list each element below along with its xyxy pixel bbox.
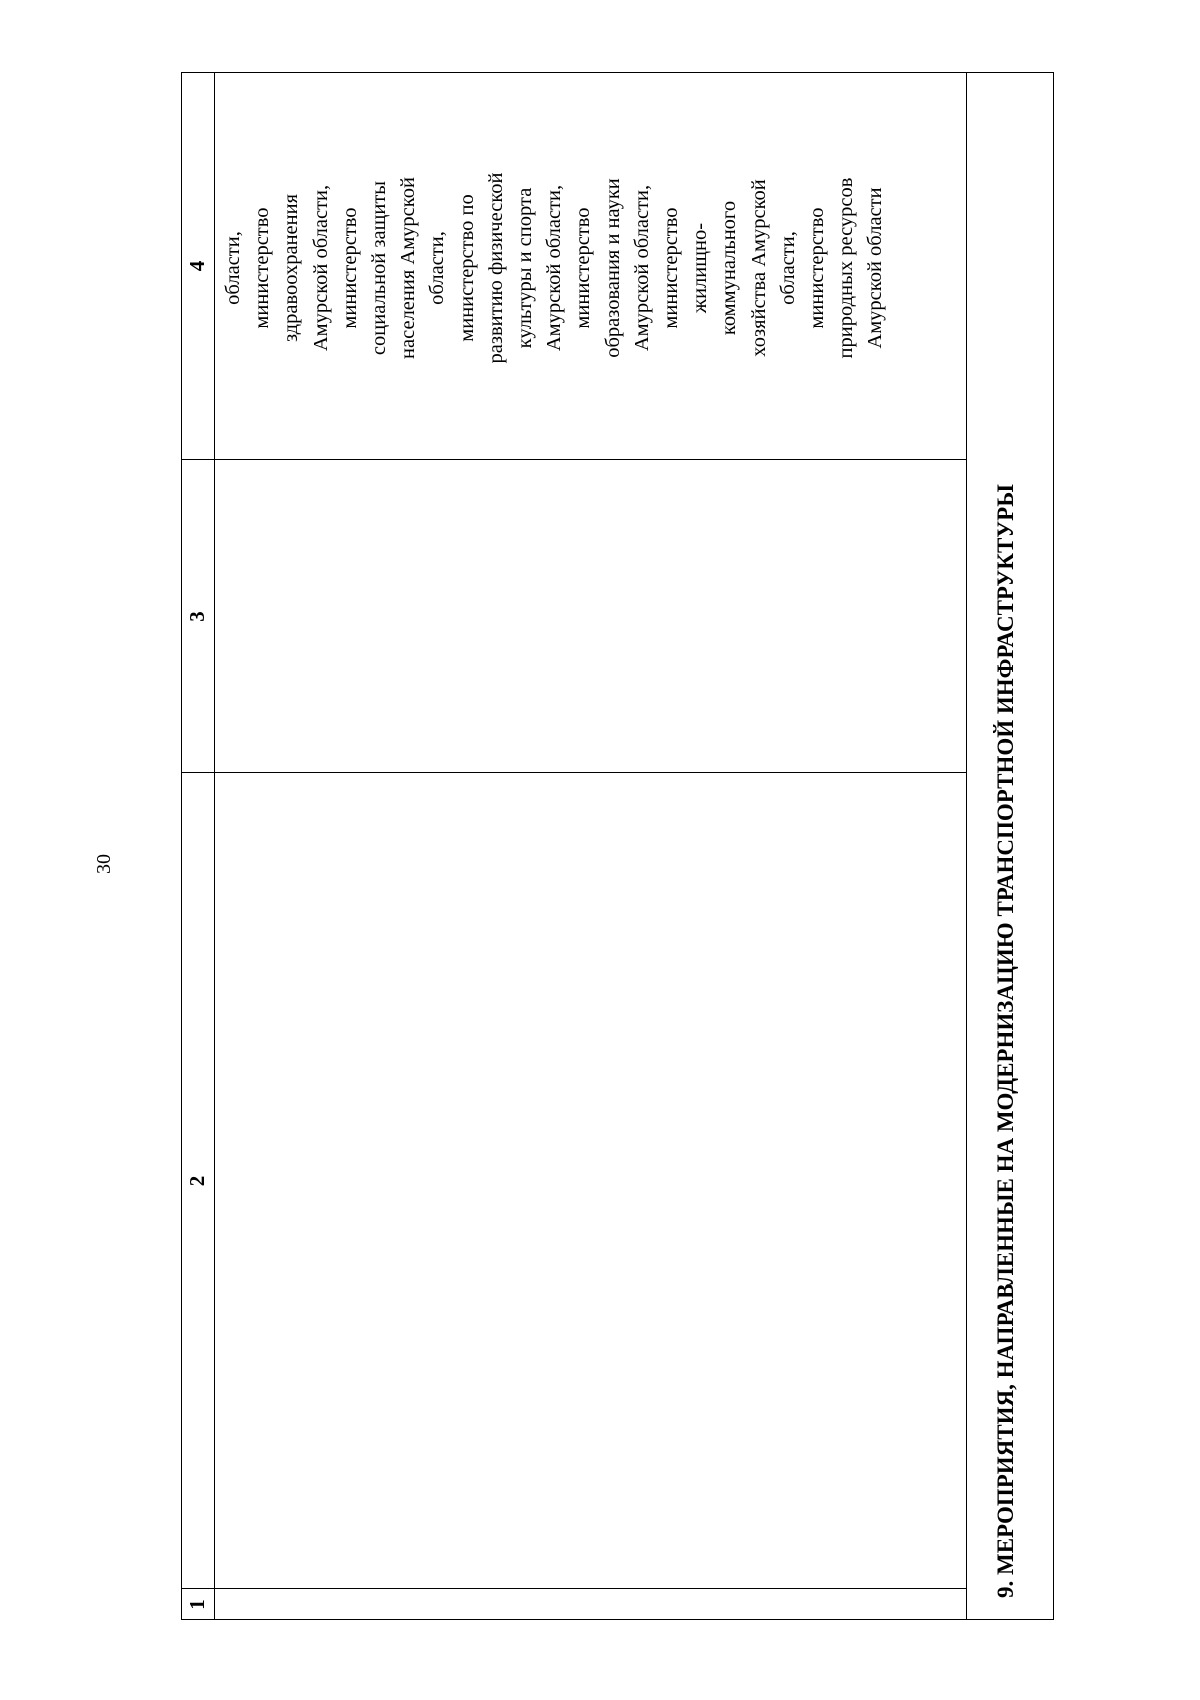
agency-line: области, [776, 231, 799, 305]
agency-line: развитию физической [484, 172, 507, 364]
table-header-row [181, 72, 215, 1620]
agency-line: министерство [338, 207, 361, 329]
header-col-2: 2 [185, 1175, 209, 1187]
section-divider [966, 72, 967, 1620]
agency-line: Амурской области [864, 187, 887, 349]
section-title: 9. МЕРОПРИЯТИЯ, НАПРАВЛЕННЫЕ НА МОДЕРНИЗАЦИЮ ТРАНСПОРТНОЙ ИНФРАСТРУКТУРЫ [993, 484, 1018, 1598]
agency-line: населения Амурской [397, 177, 420, 359]
agency-line: культуры и спорта [514, 187, 537, 349]
agency-line: министерство [660, 207, 683, 329]
agency-line: области, [426, 231, 449, 305]
agency-line: жилищно- [689, 222, 712, 314]
agency-line: коммунального [718, 200, 741, 336]
agency-line: Амурской области, [309, 184, 332, 352]
agency-line: министерство по [455, 194, 478, 342]
agency-line: области, [222, 231, 244, 305]
agency-line: министерство [572, 207, 595, 329]
agency-line: хозяйства Амурской [747, 179, 770, 357]
agency-line: Амурской области, [543, 184, 566, 352]
responsible-agencies-cell [219, 76, 891, 460]
column-divider [181, 772, 966, 773]
agency-line: министерство [806, 207, 829, 329]
agency-line: здравоохранения [280, 193, 303, 343]
agency-line: Амурской области, [630, 184, 653, 352]
header-col-3: 3 [185, 611, 209, 622]
page-number: 30 [93, 854, 115, 874]
agency-line: министерство [251, 207, 274, 329]
agency-line: социальной защиты [368, 180, 391, 356]
agency-line: образования и науки [601, 178, 624, 358]
column-divider [181, 1588, 966, 1589]
header-col-4: 4 [185, 260, 209, 272]
rotated-table [181, 72, 1054, 1620]
header-col-1: 1 [185, 1599, 209, 1610]
agency-line: природных ресурсов [835, 177, 858, 359]
